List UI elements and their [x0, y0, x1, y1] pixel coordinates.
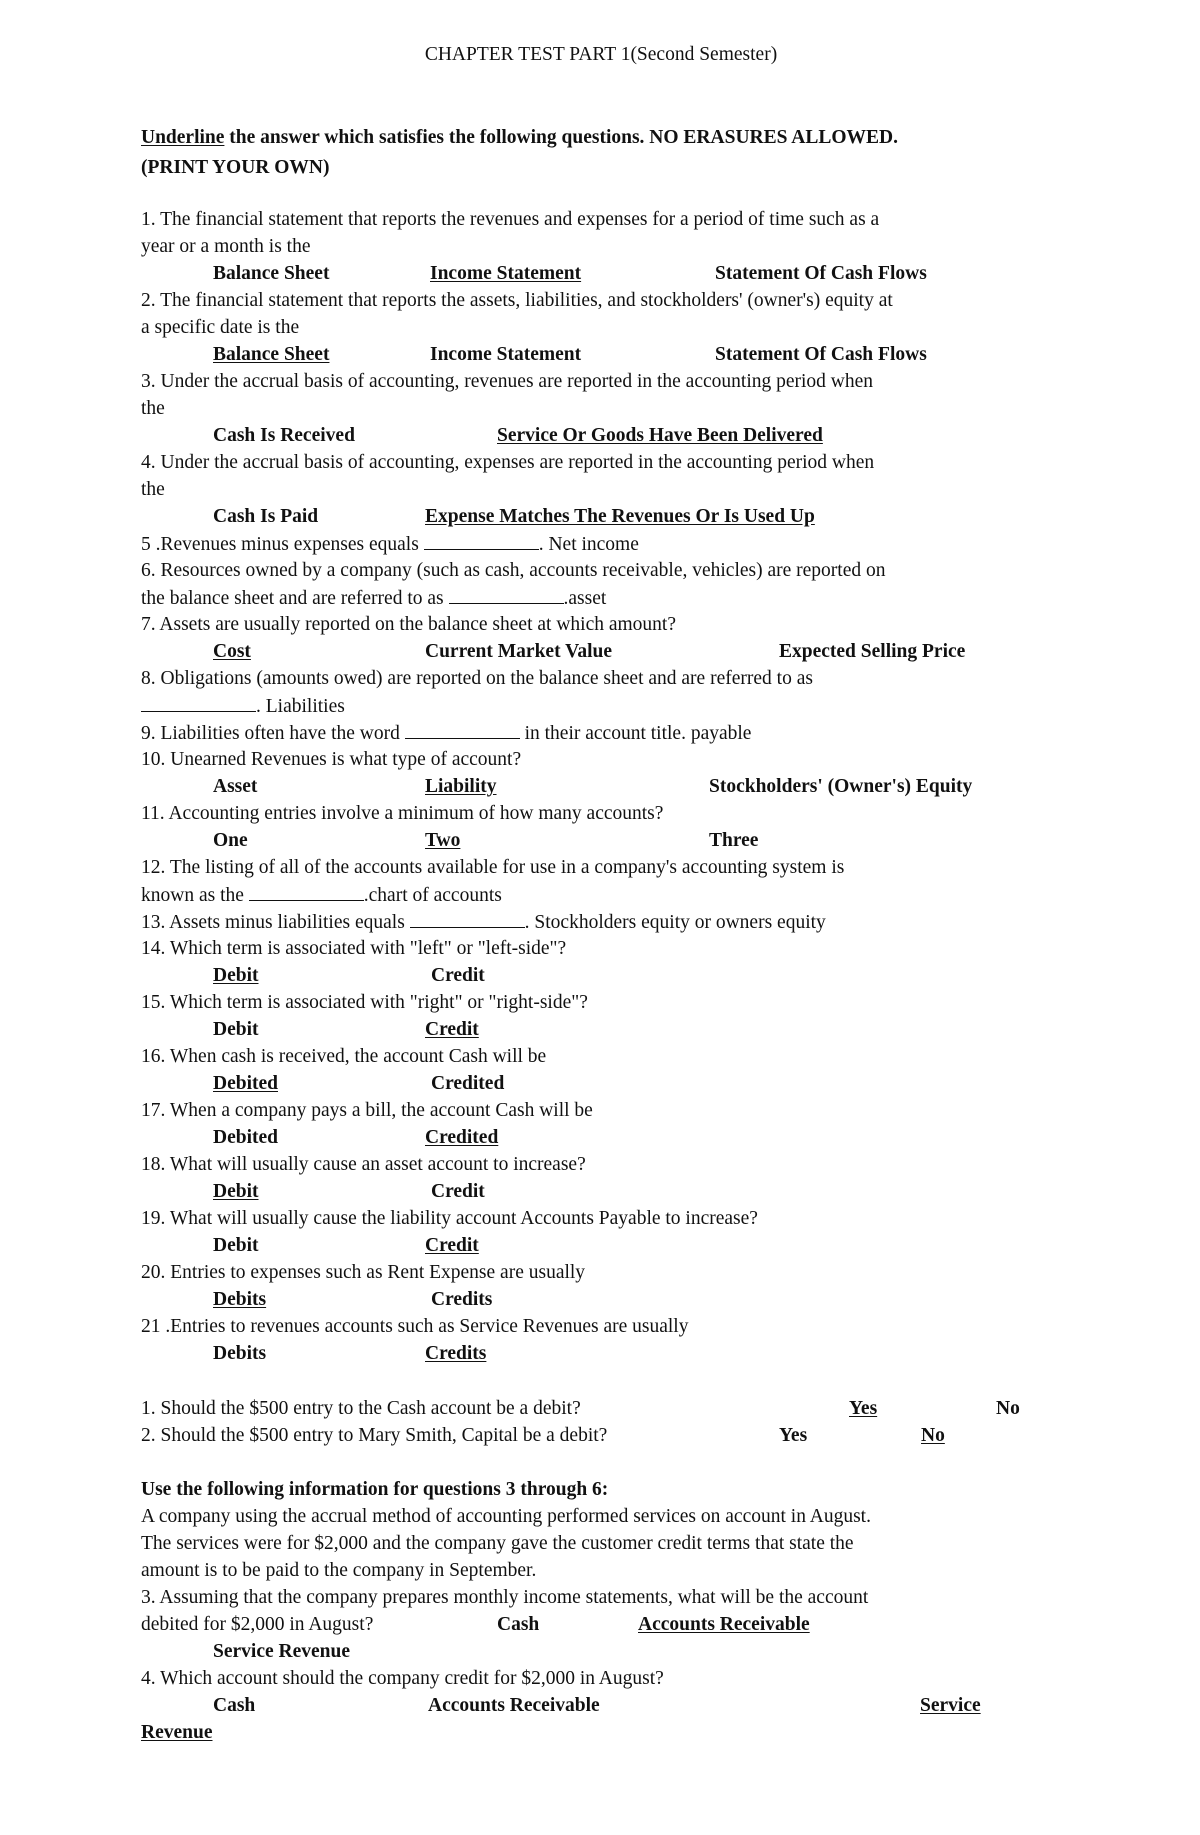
- q7-option-selling-price: Expected Selling Price: [779, 641, 966, 662]
- page-title: CHAPTER TEST PART 1(Second Semester): [424, 44, 778, 65]
- info-heading: Use the following information for questions 3 through 6:: [141, 1479, 609, 1500]
- p2q3-option-cash: Cash: [497, 1614, 540, 1635]
- part2-question-1: 1. Should the $500 entry to the Cash account be a debit?: [141, 1398, 581, 1419]
- question-12-line-1: 12. The listing of all of the accounts available for use in a company's accounting system is: [141, 857, 845, 878]
- question-4-line-1: 4. Under the accrual basis of accounting, expenses are reported in the accounting period when: [141, 452, 875, 473]
- question-21: 21 .Entries to revenues accounts such as Service Revenues are usually: [141, 1316, 689, 1337]
- q11-option-two: Two: [425, 830, 461, 851]
- q2-option-balance-sheet: Balance Sheet: [213, 344, 330, 365]
- q19-option-debit: Debit: [213, 1235, 259, 1256]
- q10-option-asset: Asset: [213, 776, 258, 797]
- q1-option-balance-sheet: Balance Sheet: [213, 263, 330, 284]
- question-17: 17. When a company pays a bill, the account Cash will be: [141, 1100, 593, 1121]
- q12-text: known as the: [141, 885, 249, 906]
- q9-answer: in their account title. payable: [519, 723, 752, 744]
- q8-answer: . Liabilities: [256, 696, 345, 717]
- part2-question-3-line-2: debited for $2,000 in August?: [141, 1614, 374, 1635]
- question-2-line-2: a specific date is the: [141, 317, 300, 338]
- q20-option-debits: Debits: [213, 1289, 267, 1310]
- q21-option-debits: Debits: [213, 1343, 267, 1364]
- q12-blank: [249, 884, 364, 901]
- p2q4-option-service-revenue-part2: Revenue: [141, 1722, 213, 1743]
- p2q4-option-accounts-receivable: Accounts Receivable: [428, 1695, 600, 1716]
- question-19: 19. What will usually cause the liability account Accounts Payable to increase?: [141, 1208, 758, 1229]
- q5-answer: . Net income: [538, 534, 639, 555]
- q16-option-credited: Credited: [431, 1073, 505, 1094]
- q13-answer: . Stockholders equity or owners equity: [524, 912, 826, 933]
- p2q2-option-no: No: [921, 1425, 945, 1446]
- q10-option-equity: Stockholders' (Owner's) Equity: [709, 776, 973, 797]
- info-line-1: A company using the accrual method of accounting performed services on account in August.: [141, 1506, 871, 1527]
- question-20: 20. Entries to expenses such as Rent Expense are usually: [141, 1262, 586, 1283]
- q7-option-market-value: Current Market Value: [425, 641, 613, 662]
- p2q2-option-yes: Yes: [779, 1425, 808, 1446]
- p2q4-option-service-revenue-part1: Service: [920, 1695, 981, 1716]
- q15-option-credit: Credit: [425, 1019, 479, 1040]
- part2-question-3-line-1: 3. Assuming that the company prepares monthly income statements, what will be the account: [141, 1587, 869, 1608]
- instructions-line-1: [141, 127, 898, 149]
- q2-option-cash-flows: Statement Of Cash Flows: [715, 344, 927, 365]
- q4-option-expense-matches: Expense Matches The Revenues Or Is Used Up: [425, 506, 815, 527]
- q3-option-service-delivered: Service Or Goods Have Been Delivered: [497, 425, 823, 446]
- question-10: 10. Unearned Revenues is what type of account?: [141, 749, 522, 770]
- q8-blank: [141, 695, 256, 712]
- q12-answer: .chart of accounts: [363, 885, 502, 906]
- q17-option-debited: Debited: [213, 1127, 278, 1148]
- question-15: 15. Which term is associated with "right" or "right-side"?: [141, 992, 588, 1013]
- q17-option-credited: Credited: [425, 1127, 499, 1148]
- q5-text: 5 .Revenues minus expenses equals: [141, 534, 424, 555]
- question-3-line-1: 3. Under the accrual basis of accounting, revenues are reported in the accounting period when: [141, 371, 874, 392]
- question-8-line-2: [141, 695, 345, 718]
- part2-question-4: 4. Which account should the company credit for $2,000 in August?: [141, 1668, 664, 1689]
- q14-option-credit: Credit: [431, 965, 485, 986]
- q9-text: 9. Liabilities often have the word: [141, 723, 405, 744]
- q10-option-liability: Liability: [425, 776, 497, 797]
- question-6-line-2: [141, 587, 606, 610]
- question-4-line-2: the: [141, 479, 165, 500]
- instructions-line-2: (PRINT YOUR OWN): [141, 157, 330, 178]
- q7-option-cost: Cost: [213, 641, 251, 662]
- q5-blank: [424, 533, 539, 550]
- question-9: [141, 722, 751, 745]
- question-6-line-1: 6. Resources owned by a company (such as cash, accounts receivable, vehicles) are reported on: [141, 560, 886, 581]
- part2-question-2: 2. Should the $500 entry to Mary Smith, Capital be a debit?: [141, 1425, 608, 1446]
- q6-text: the balance sheet and are referred to as: [141, 588, 449, 609]
- q13-blank: [410, 911, 525, 928]
- q20-option-credits: Credits: [431, 1289, 493, 1310]
- q6-answer: .asset: [563, 588, 607, 609]
- question-14: 14. Which term is associated with "left" or "left-side"?: [141, 938, 567, 959]
- q1-option-income-statement: Income Statement: [430, 263, 582, 284]
- question-3-line-2: the: [141, 398, 165, 419]
- question-1-line-2: year or a month is the: [141, 236, 311, 257]
- q2-option-income-statement: Income Statement: [430, 344, 582, 365]
- instructions-text: the answer which satisfies the following questions. NO ERASURES ALLOWED.: [224, 127, 898, 148]
- question-18: 18. What will usually cause an asset account to increase?: [141, 1154, 586, 1175]
- question-5: [141, 533, 639, 556]
- q13-text: 13. Assets minus liabilities equals: [141, 912, 410, 933]
- info-line-3: amount is to be paid to the company in September.: [141, 1560, 537, 1581]
- question-13: [141, 911, 826, 934]
- q6-blank: [449, 587, 564, 604]
- question-11: 11. Accounting entries involve a minimum of how many accounts?: [141, 803, 664, 824]
- p2q1-option-yes: Yes: [849, 1398, 878, 1419]
- q14-option-debit: Debit: [213, 965, 259, 986]
- q18-option-credit: Credit: [431, 1181, 485, 1202]
- p2q3-option-accounts-receivable: Accounts Receivable: [638, 1614, 810, 1635]
- q4-option-cash-paid: Cash Is Paid: [213, 506, 319, 527]
- q15-option-debit: Debit: [213, 1019, 259, 1040]
- p2q3-option-service-revenue: Service Revenue: [213, 1641, 350, 1662]
- question-7: 7. Assets are usually reported on the balance sheet at which amount?: [141, 614, 676, 635]
- question-12-line-2: [141, 884, 502, 907]
- q11-option-three: Three: [709, 830, 759, 851]
- q18-option-debit: Debit: [213, 1181, 259, 1202]
- question-8-line-1: 8. Obligations (amounts owed) are reported on the balance sheet and are referred to as: [141, 668, 813, 689]
- question-2-line-1: 2. The financial statement that reports the assets, liabilities, and stockholders' (owner's) equity at: [141, 290, 893, 311]
- q16-option-debited: Debited: [213, 1073, 278, 1094]
- q19-option-credit: Credit: [425, 1235, 479, 1256]
- question-1-line-1: 1. The financial statement that reports the revenues and expenses for a period of time such as a: [141, 209, 880, 230]
- info-line-2: The services were for $2,000 and the company gave the customer credit terms that state the: [141, 1533, 854, 1554]
- underline-word: Underline: [141, 127, 225, 148]
- question-16: 16. When cash is received, the account Cash will be: [141, 1046, 547, 1067]
- p2q4-option-cash: Cash: [213, 1695, 256, 1716]
- p2q1-option-no: No: [996, 1398, 1020, 1419]
- q9-blank: [405, 722, 520, 739]
- q21-option-credits: Credits: [425, 1343, 487, 1364]
- q1-option-cash-flows: Statement Of Cash Flows: [715, 263, 927, 284]
- q3-option-cash-received: Cash Is Received: [213, 425, 355, 446]
- q11-option-one: One: [213, 830, 248, 851]
